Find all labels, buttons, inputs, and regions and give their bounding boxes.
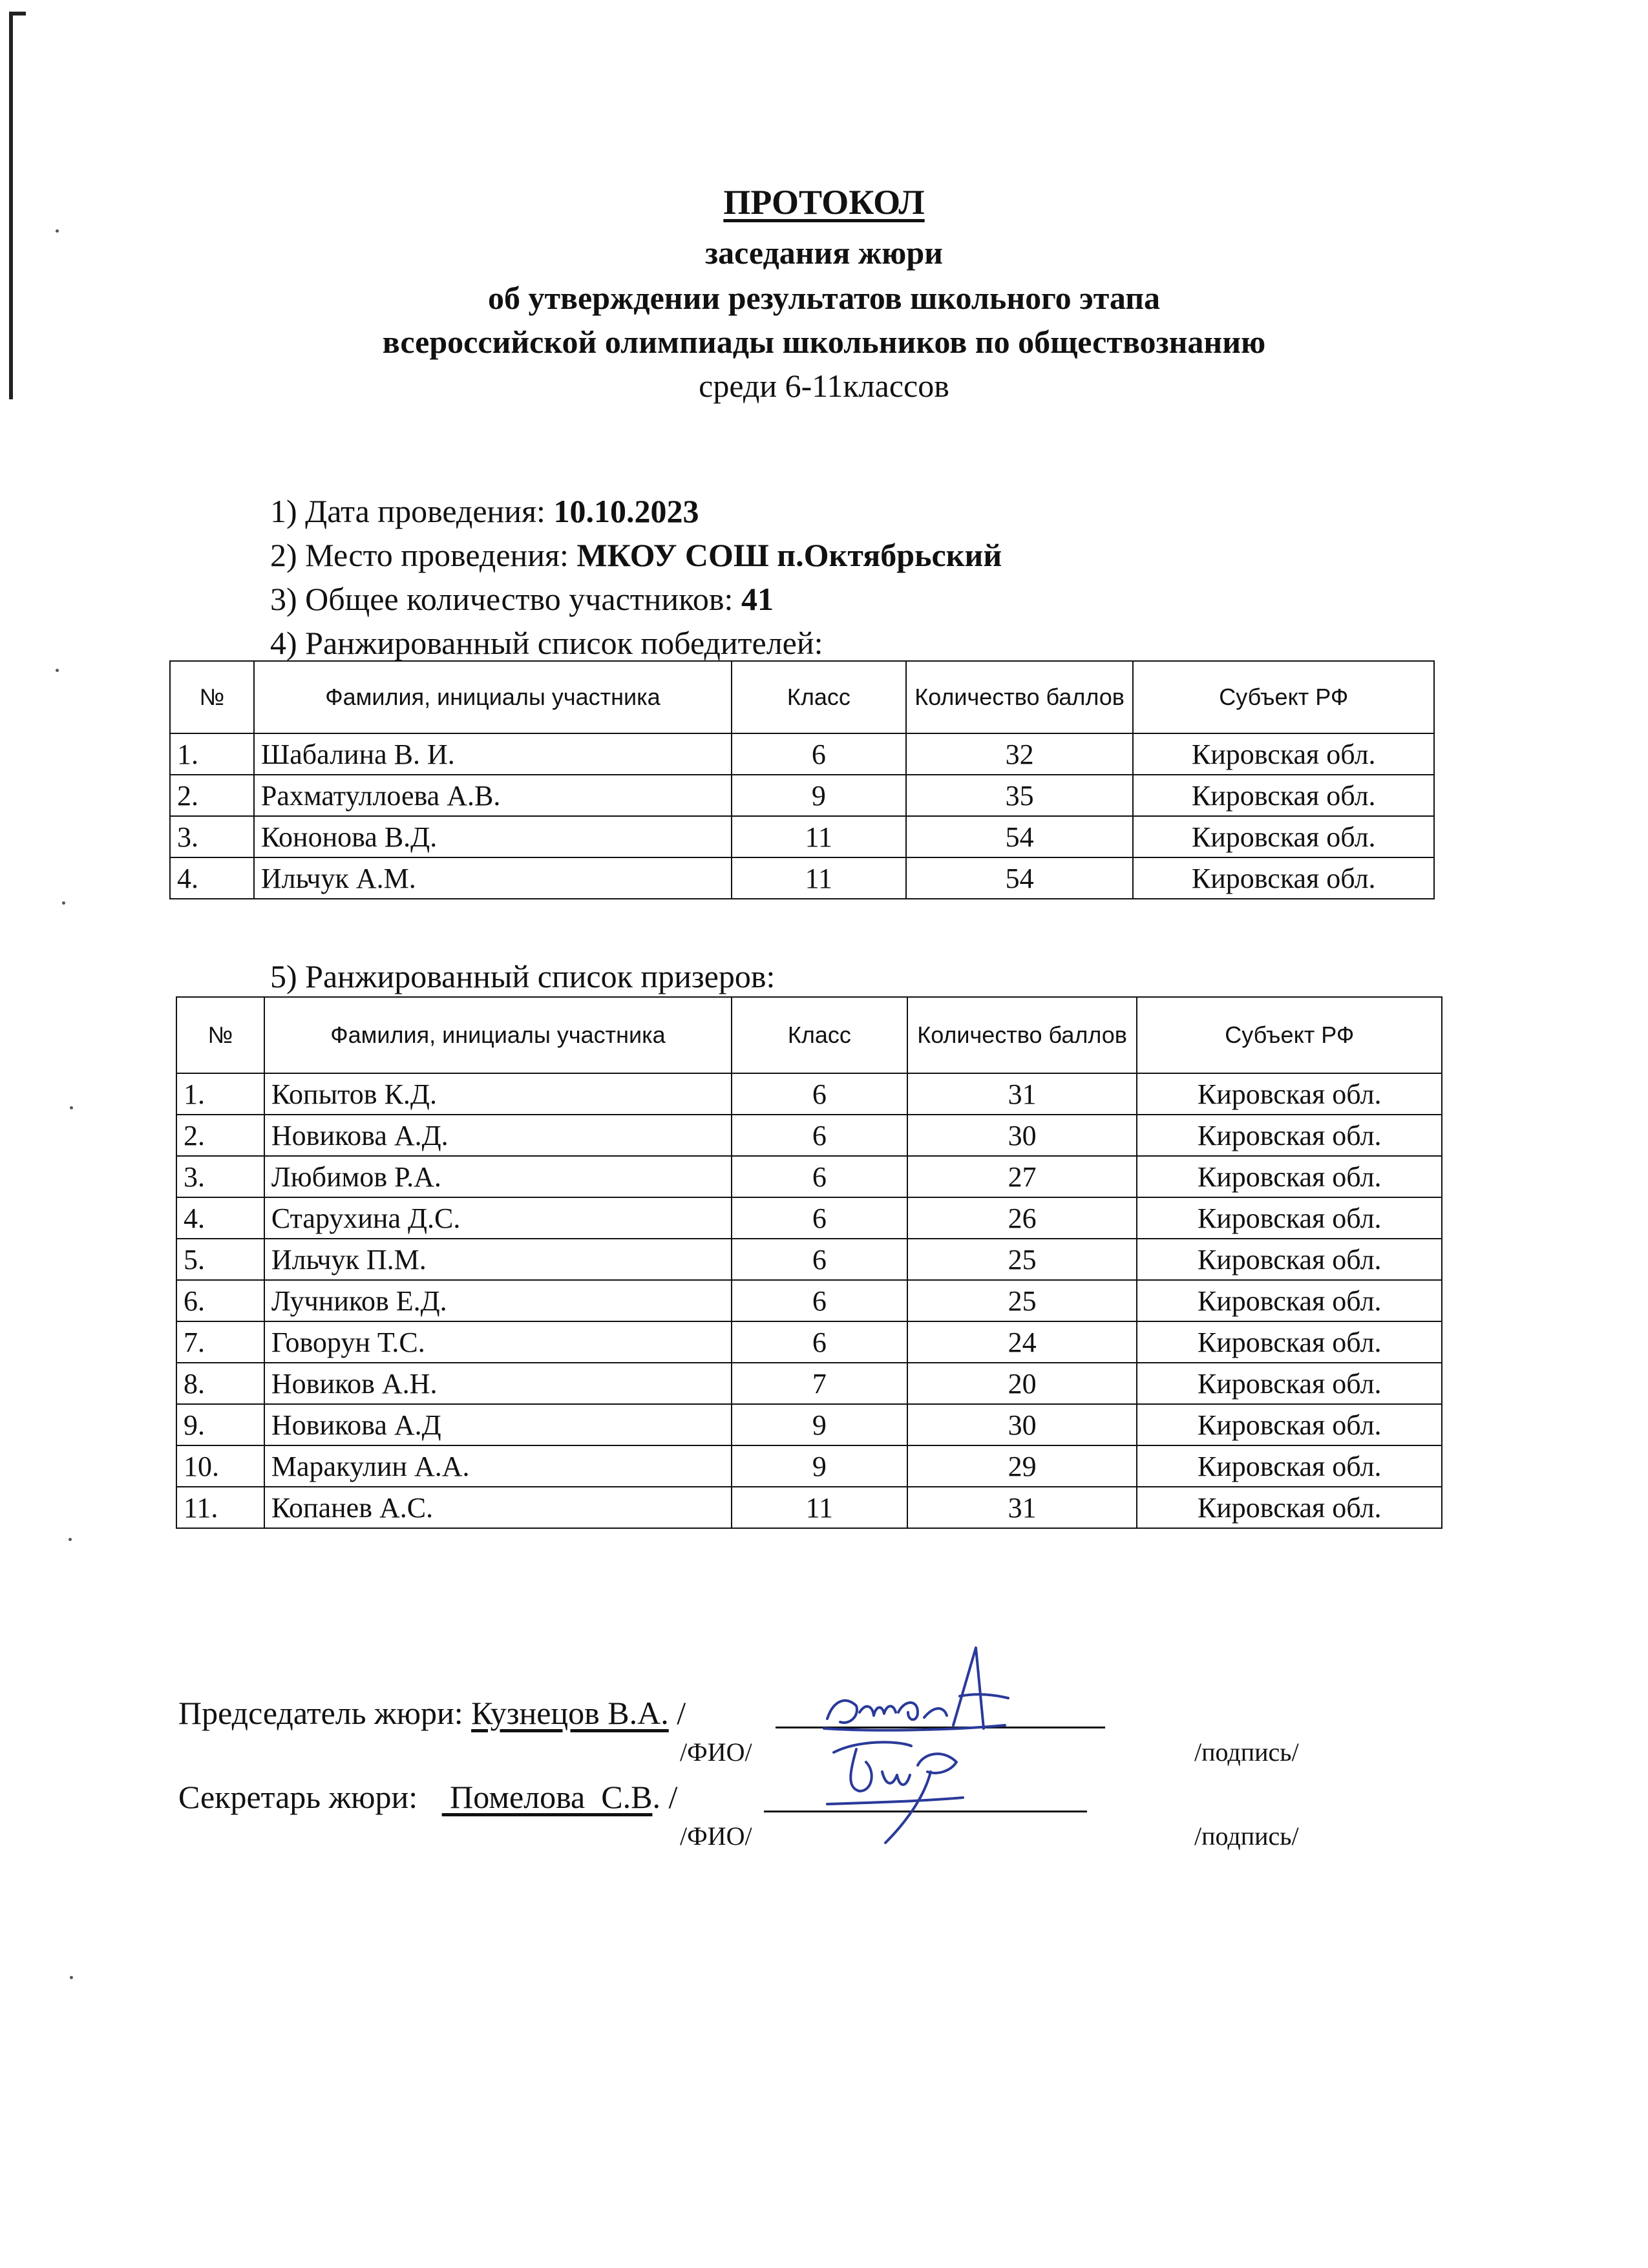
document-subtitle-2: об утверждении результатов школьного этапа bbox=[487, 280, 1161, 316]
cell-name: Шабалина В. И. bbox=[254, 733, 732, 775]
table-row bbox=[176, 1156, 1442, 1197]
cell-name: Новикова А.Д. bbox=[264, 1115, 732, 1156]
cell-number: 3. bbox=[170, 816, 254, 857]
cell-grade: 6 bbox=[732, 1321, 907, 1363]
scan-speck bbox=[56, 669, 59, 672]
chair-label: Председатель жюри: bbox=[178, 1695, 472, 1731]
scan-edge-mark-top bbox=[9, 12, 26, 16]
cell-score: 20 bbox=[907, 1363, 1137, 1404]
cell-name: Копытов К.Д. bbox=[264, 1073, 732, 1115]
chair-name: Кузнецов В.А. bbox=[471, 1695, 669, 1731]
cell-name: Любимов Р.А. bbox=[264, 1156, 732, 1197]
cell-name: Лучников Е.Д. bbox=[264, 1280, 732, 1321]
cell-number: 10. bbox=[176, 1445, 264, 1487]
column-header-grade: Класс bbox=[732, 997, 907, 1073]
cell-grade: 6 bbox=[732, 1156, 907, 1197]
cell-score: 24 bbox=[907, 1321, 1137, 1363]
column-header-score: Количество баллов bbox=[907, 997, 1137, 1073]
cell-grade: 7 bbox=[732, 1363, 907, 1404]
cell-number: 9. bbox=[176, 1404, 264, 1445]
secretary-separator: . / bbox=[652, 1779, 678, 1815]
cell-name: Копанев А.С. bbox=[264, 1487, 732, 1528]
prizers-table bbox=[176, 996, 1442, 1529]
cell-grade: 11 bbox=[732, 816, 906, 857]
document-title: ПРОТОКОЛ bbox=[723, 183, 925, 222]
chair-line bbox=[178, 1694, 686, 1732]
cell-grade: 6 bbox=[732, 733, 906, 775]
cell-region: Кировская обл. bbox=[1137, 1156, 1442, 1197]
cell-number: 4. bbox=[170, 857, 254, 899]
cell-number: 11. bbox=[176, 1487, 264, 1528]
scan-speck bbox=[56, 229, 59, 233]
document-subtitle-3: всероссийской олимпиады школьников по обществознанию bbox=[382, 324, 1266, 360]
info-date bbox=[270, 492, 699, 530]
cell-number: 5. bbox=[176, 1239, 264, 1280]
cell-number: 8. bbox=[176, 1363, 264, 1404]
cell-score: 32 bbox=[906, 733, 1134, 775]
cell-score: 25 bbox=[907, 1239, 1137, 1280]
cell-region: Кировская обл. bbox=[1137, 1280, 1442, 1321]
table-row bbox=[176, 1280, 1442, 1321]
cell-grade: 6 bbox=[732, 1073, 907, 1115]
cell-score: 35 bbox=[906, 775, 1134, 816]
cell-number: 4. bbox=[176, 1197, 264, 1239]
cell-score: 54 bbox=[906, 816, 1134, 857]
prizers-heading: 5) Ранжированный список призеров: bbox=[270, 958, 776, 994]
info-place-label: 2) Место проведения: bbox=[270, 537, 577, 573]
cell-grade: 11 bbox=[732, 1487, 907, 1528]
table-row bbox=[176, 1445, 1442, 1487]
cell-region: Кировская обл. bbox=[1137, 1404, 1442, 1445]
cell-number: 7. bbox=[176, 1321, 264, 1363]
info-place bbox=[270, 536, 1002, 574]
column-header-grade: Класс bbox=[732, 661, 906, 733]
cell-grade: 6 bbox=[732, 1280, 907, 1321]
column-header-name: Фамилия, инициалы участника bbox=[254, 661, 732, 733]
cell-region: Кировская обл. bbox=[1133, 816, 1434, 857]
column-header-number: № bbox=[170, 661, 254, 733]
winners-table bbox=[169, 660, 1435, 899]
cell-name: Говорун Т.С. bbox=[264, 1321, 732, 1363]
table-row bbox=[170, 733, 1434, 775]
chair-sign-caption: /подпись/ bbox=[1194, 1738, 1299, 1767]
secretary-line bbox=[178, 1778, 677, 1816]
cell-grade: 6 bbox=[732, 1115, 907, 1156]
cell-region: Кировская обл. bbox=[1133, 857, 1434, 899]
chair-fio-caption: /ФИО/ bbox=[680, 1738, 752, 1767]
secretary-sign-caption: /подпись/ bbox=[1194, 1822, 1299, 1851]
cell-region: Кировская обл. bbox=[1137, 1487, 1442, 1528]
info-place-value: МКОУ СОШ п.Октябрьский bbox=[576, 537, 1002, 573]
cell-number: 2. bbox=[170, 775, 254, 816]
cell-score: 31 bbox=[907, 1487, 1137, 1528]
document-subtitle-1: заседания жюри bbox=[705, 235, 943, 271]
cell-name: Кононова В.Д. bbox=[254, 816, 732, 857]
cell-grade: 9 bbox=[732, 1445, 907, 1487]
column-header-score: Количество баллов bbox=[906, 661, 1134, 733]
table-row bbox=[176, 1487, 1442, 1528]
cell-name: Ильчук П.М. bbox=[264, 1239, 732, 1280]
table-row bbox=[176, 1197, 1442, 1239]
secretary-fio-caption: /ФИО/ bbox=[680, 1822, 752, 1851]
cell-score: 30 bbox=[907, 1404, 1137, 1445]
cell-score: 31 bbox=[907, 1073, 1137, 1115]
table-row bbox=[176, 1404, 1442, 1445]
info-date-value: 10.10.2023 bbox=[553, 493, 699, 529]
cell-grade: 9 bbox=[732, 775, 906, 816]
cell-region: Кировская обл. bbox=[1137, 1073, 1442, 1115]
info-count bbox=[270, 580, 774, 618]
scan-speck bbox=[70, 1976, 73, 1979]
cell-grade: 9 bbox=[732, 1404, 907, 1445]
cell-score: 25 bbox=[907, 1280, 1137, 1321]
cell-number: 3. bbox=[176, 1156, 264, 1197]
table-row bbox=[170, 816, 1434, 857]
table-row bbox=[176, 1115, 1442, 1156]
cell-name: Маракулин А.А. bbox=[264, 1445, 732, 1487]
winners-heading: 4) Ранжированный список победителей: bbox=[270, 625, 823, 661]
cell-grade: 6 bbox=[732, 1239, 907, 1280]
chair-separator: / bbox=[668, 1695, 686, 1731]
cell-score: 54 bbox=[906, 857, 1134, 899]
cell-name: Рахматуллоева А.В. bbox=[254, 775, 732, 816]
cell-score: 26 bbox=[907, 1197, 1137, 1239]
cell-name: Новикова А.Д bbox=[264, 1404, 732, 1445]
cell-grade: 6 bbox=[732, 1197, 907, 1239]
table-row bbox=[176, 1239, 1442, 1280]
secretary-name: Помелова С.В bbox=[441, 1779, 653, 1815]
column-header-number: № bbox=[176, 997, 264, 1073]
info-count-value: 41 bbox=[741, 581, 774, 617]
info-count-label: 3) Общее количество участников: bbox=[270, 581, 741, 617]
cell-name: Новиков А.Н. bbox=[264, 1363, 732, 1404]
cell-name: Старухина Д.С. bbox=[264, 1197, 732, 1239]
cell-region: Кировская обл. bbox=[1137, 1239, 1442, 1280]
cell-grade: 11 bbox=[732, 857, 906, 899]
column-header-region: Субъект РФ bbox=[1137, 997, 1442, 1073]
table-row bbox=[176, 1321, 1442, 1363]
cell-number: 1. bbox=[176, 1073, 264, 1115]
cell-region: Кировская обл. bbox=[1133, 775, 1434, 816]
cell-region: Кировская обл. bbox=[1137, 1115, 1442, 1156]
table-header-row bbox=[176, 997, 1442, 1073]
secretary-handwritten-signature bbox=[821, 1727, 976, 1849]
cell-name: Ильчук А.М. bbox=[254, 857, 732, 899]
table-row bbox=[176, 1363, 1442, 1404]
cell-number: 2. bbox=[176, 1115, 264, 1156]
table-header-row bbox=[170, 661, 1434, 733]
column-header-name: Фамилия, инициалы участника bbox=[264, 997, 732, 1073]
cell-region: Кировская обл. bbox=[1137, 1363, 1442, 1404]
cell-number: 1. bbox=[170, 733, 254, 775]
cell-region: Кировская обл. bbox=[1133, 733, 1434, 775]
scan-speck bbox=[69, 1538, 72, 1541]
table-row bbox=[170, 857, 1434, 899]
table-row bbox=[176, 1073, 1442, 1115]
table-row bbox=[170, 775, 1434, 816]
document-subtitle-4: среди 6-11классов bbox=[699, 368, 949, 404]
cell-region: Кировская обл. bbox=[1137, 1197, 1442, 1239]
cell-number: 6. bbox=[176, 1280, 264, 1321]
scan-speck bbox=[62, 901, 65, 905]
column-header-region: Субъект РФ bbox=[1133, 661, 1434, 733]
cell-region: Кировская обл. bbox=[1137, 1321, 1442, 1363]
secretary-label: Секретарь жюри: bbox=[178, 1779, 442, 1815]
info-date-label: 1) Дата проведения: bbox=[270, 493, 554, 529]
cell-region: Кировская обл. bbox=[1137, 1445, 1442, 1487]
cell-score: 29 bbox=[907, 1445, 1137, 1487]
scan-speck bbox=[70, 1106, 73, 1109]
cell-score: 27 bbox=[907, 1156, 1137, 1197]
cell-score: 30 bbox=[907, 1115, 1137, 1156]
